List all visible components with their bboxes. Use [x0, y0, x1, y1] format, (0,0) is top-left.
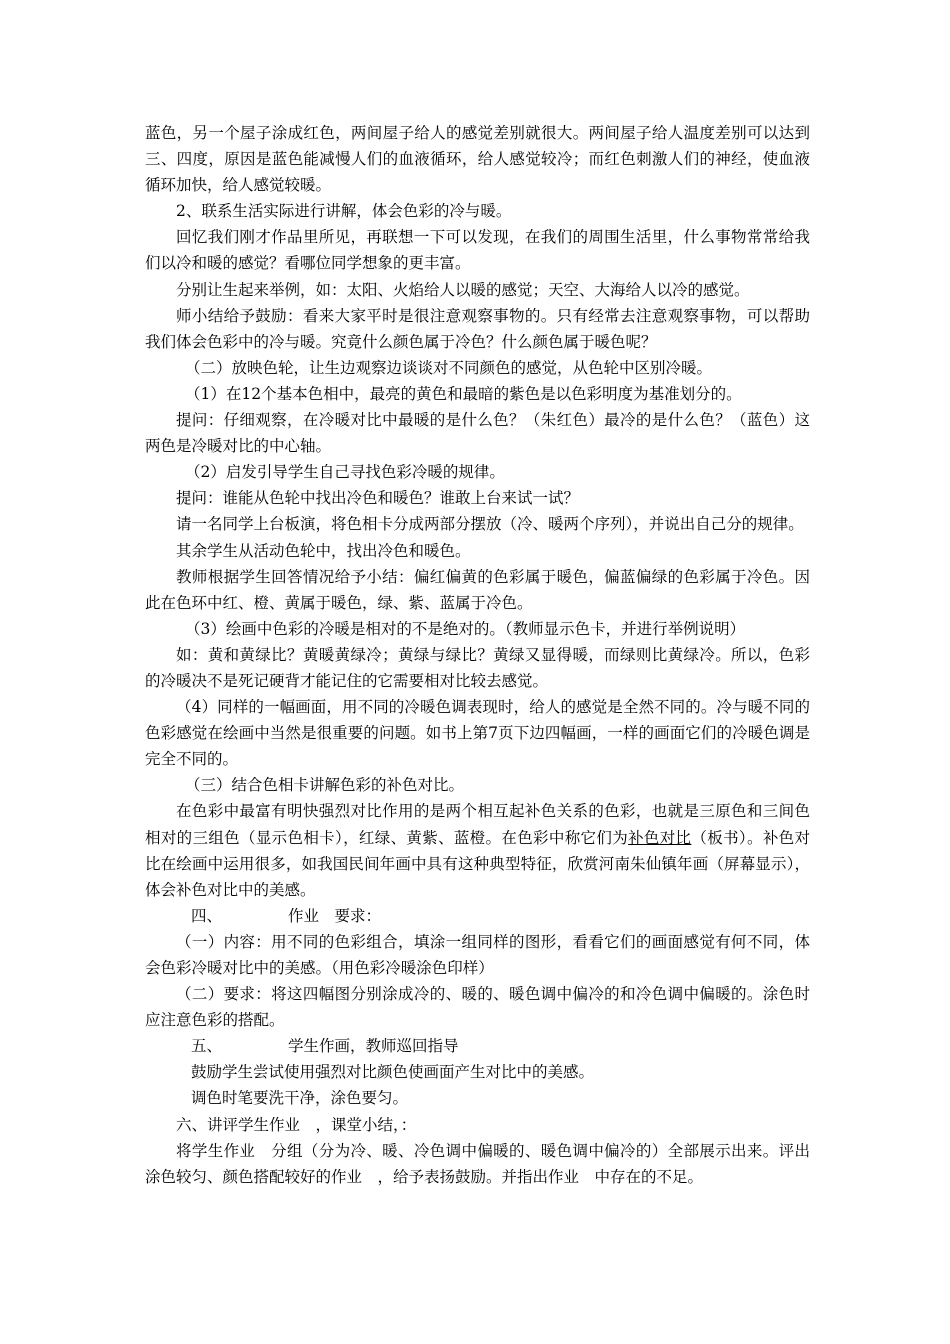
paragraph: 教师根据学生回答情况给予小结：偏红偏黄的色彩属于暖色，偏蓝偏绿的色彩属于冷色。因此在色环中红、橙、黄属于暖色，绿、紫、蓝属于冷色。 — [145, 567, 810, 612]
paragraph: 2、联系生活实际进行讲解，体会色彩的冷与暖。 — [176, 202, 512, 221]
paragraph-text: （板书）。补色对比在绘画中运用很多，如我国民间年画中具有这种典型特征，欣赏河南朱仙镇年画（屏幕显示），体会补色对比中的美感。 — [145, 828, 810, 899]
paragraph: 将学生作业 分组（分为冷、暖、冷色调中偏暖的、暖色调中偏冷的）全部展示出来。评出涂色较匀、颜色搭配较好的作业 ，给予表扬鼓励。并指出作业 中存在的不足。 — [145, 1141, 810, 1186]
section-heading — [145, 903, 810, 929]
section-title: 学生作画，教师巡回指导 — [288, 1037, 459, 1056]
document-body — [145, 120, 810, 1190]
paragraph: 提问：谁能从色轮中找出冷色和暖色？谁敢上台来试一试？ — [176, 489, 580, 508]
paragraph: （2）启发引导学生自己寻找色彩冷暖的规律。 — [185, 463, 505, 482]
paragraph: （二）要求：将这四幅图分别涂成冷的、暖的、暖色调中偏冷的和冷色调中偏暖的。涂色时应注意色彩的搭配。 — [145, 985, 810, 1030]
paragraph-text: 在色彩中最富有明快强烈对比作用的是两个相互起补色关系的色彩，也就是三原色和三间色相对的三组色（显示色相卡），红绿、黄紫、蓝橙。在色彩中称它们为 — [145, 802, 810, 847]
paragraph: （二）放映色轮，让生边观察边谈谈对不同颜色的感觉，从色轮中区别冷暖。 — [185, 358, 713, 377]
paragraph: 回忆我们刚才作品里所见，再联想一下可以发现，在我们的周围生活里，什么事物常常给我们以冷和暖的感觉？看哪位同学想象的更丰富。 — [145, 228, 810, 273]
section-heading — [145, 1033, 810, 1059]
paragraph: 师小结给予鼓励：看来大家平时是很注意观察事物的。只有经常去注意观察事物，可以帮助我们体会色彩中的冷与暖。究竟什么颜色属于冷色？什么颜色属于暖色呢？ — [145, 306, 810, 351]
paragraph: 蓝色，另一个屋子涂成红色，两间屋子给人的感觉差别就很大。两间屋子给人温度差别可以达到三、四度，原因是蓝色能减慢人们的血液循环，给人感觉较冷；而红色刺激人们的神经，使血液循环加快，给人感觉较暖。 — [145, 124, 810, 195]
paragraph: 分别让生起来举例，如：太阳、火焰给人以暖的感觉；天空、大海给人以冷的感觉。 — [176, 280, 750, 299]
paragraph: 提问：仔细观察，在冷暖对比中最暖的是什么色？（朱红色）最冷的是什么色？（蓝色）这两色是冷暖对比的中心轴。 — [145, 411, 810, 456]
paragraph: （4）同样的一幅画面，用不同的冷暖色调表现时，给人的感觉是全然不同的。冷与暖不同的色彩感觉在绘画中当然是很重要的问题。如书上第7页下边四幅画，一样的画面它们的冷暖色调是完全不同的。 — [145, 698, 810, 769]
paragraph: 鼓励学生尝试使用强烈对比颜色使画面产生对比中的美感。 — [191, 1063, 595, 1082]
paragraph: （1）在12个基本色相中，最亮的黄色和最暗的紫色是以色彩明度为基准划分的。 — [185, 384, 742, 403]
paragraph: 其余学生从活动色轮中，找出冷色和暖色。 — [176, 541, 471, 560]
paragraph: 请一名同学上台板演，将色相卡分成两部分摆放（冷、暖两个序列），并说出自己分的规律。 — [176, 515, 804, 534]
underlined-term: 补色对比 — [628, 828, 692, 847]
paragraph: （一）内容：用不同的色彩组合，填涂一组同样的图形，看看它们的画面感觉有何不同，体会色彩冷暖对比中的美感。（用色彩冷暖涂色印样） — [145, 932, 810, 977]
paragraph: 如：黄和黄绿比？黄暖黄绿冷；黄绿与绿比？黄绿又显得暖，而绿则比黄绿冷。所以，色彩的冷暖决不是死记硬背才能记住的它需要相对比较去感觉。 — [145, 645, 810, 690]
section-heading: 六、讲评学生作业 ，课堂小结，： — [176, 1115, 417, 1134]
section-number: 四、 — [191, 906, 223, 925]
section-number: 五、 — [191, 1037, 223, 1056]
paragraph — [145, 798, 810, 902]
paragraph: （3）绘画中色彩的冷暖是相对的不是绝对的。（教师显示色卡，并进行举例说明） — [185, 619, 746, 638]
section-title: 作业 要求： — [288, 906, 382, 925]
paragraph: （三）结合色相卡讲解色彩的补色对比。 — [185, 776, 465, 795]
paragraph: 调色时笔要洗干净，涂色要匀。 — [191, 1089, 409, 1108]
